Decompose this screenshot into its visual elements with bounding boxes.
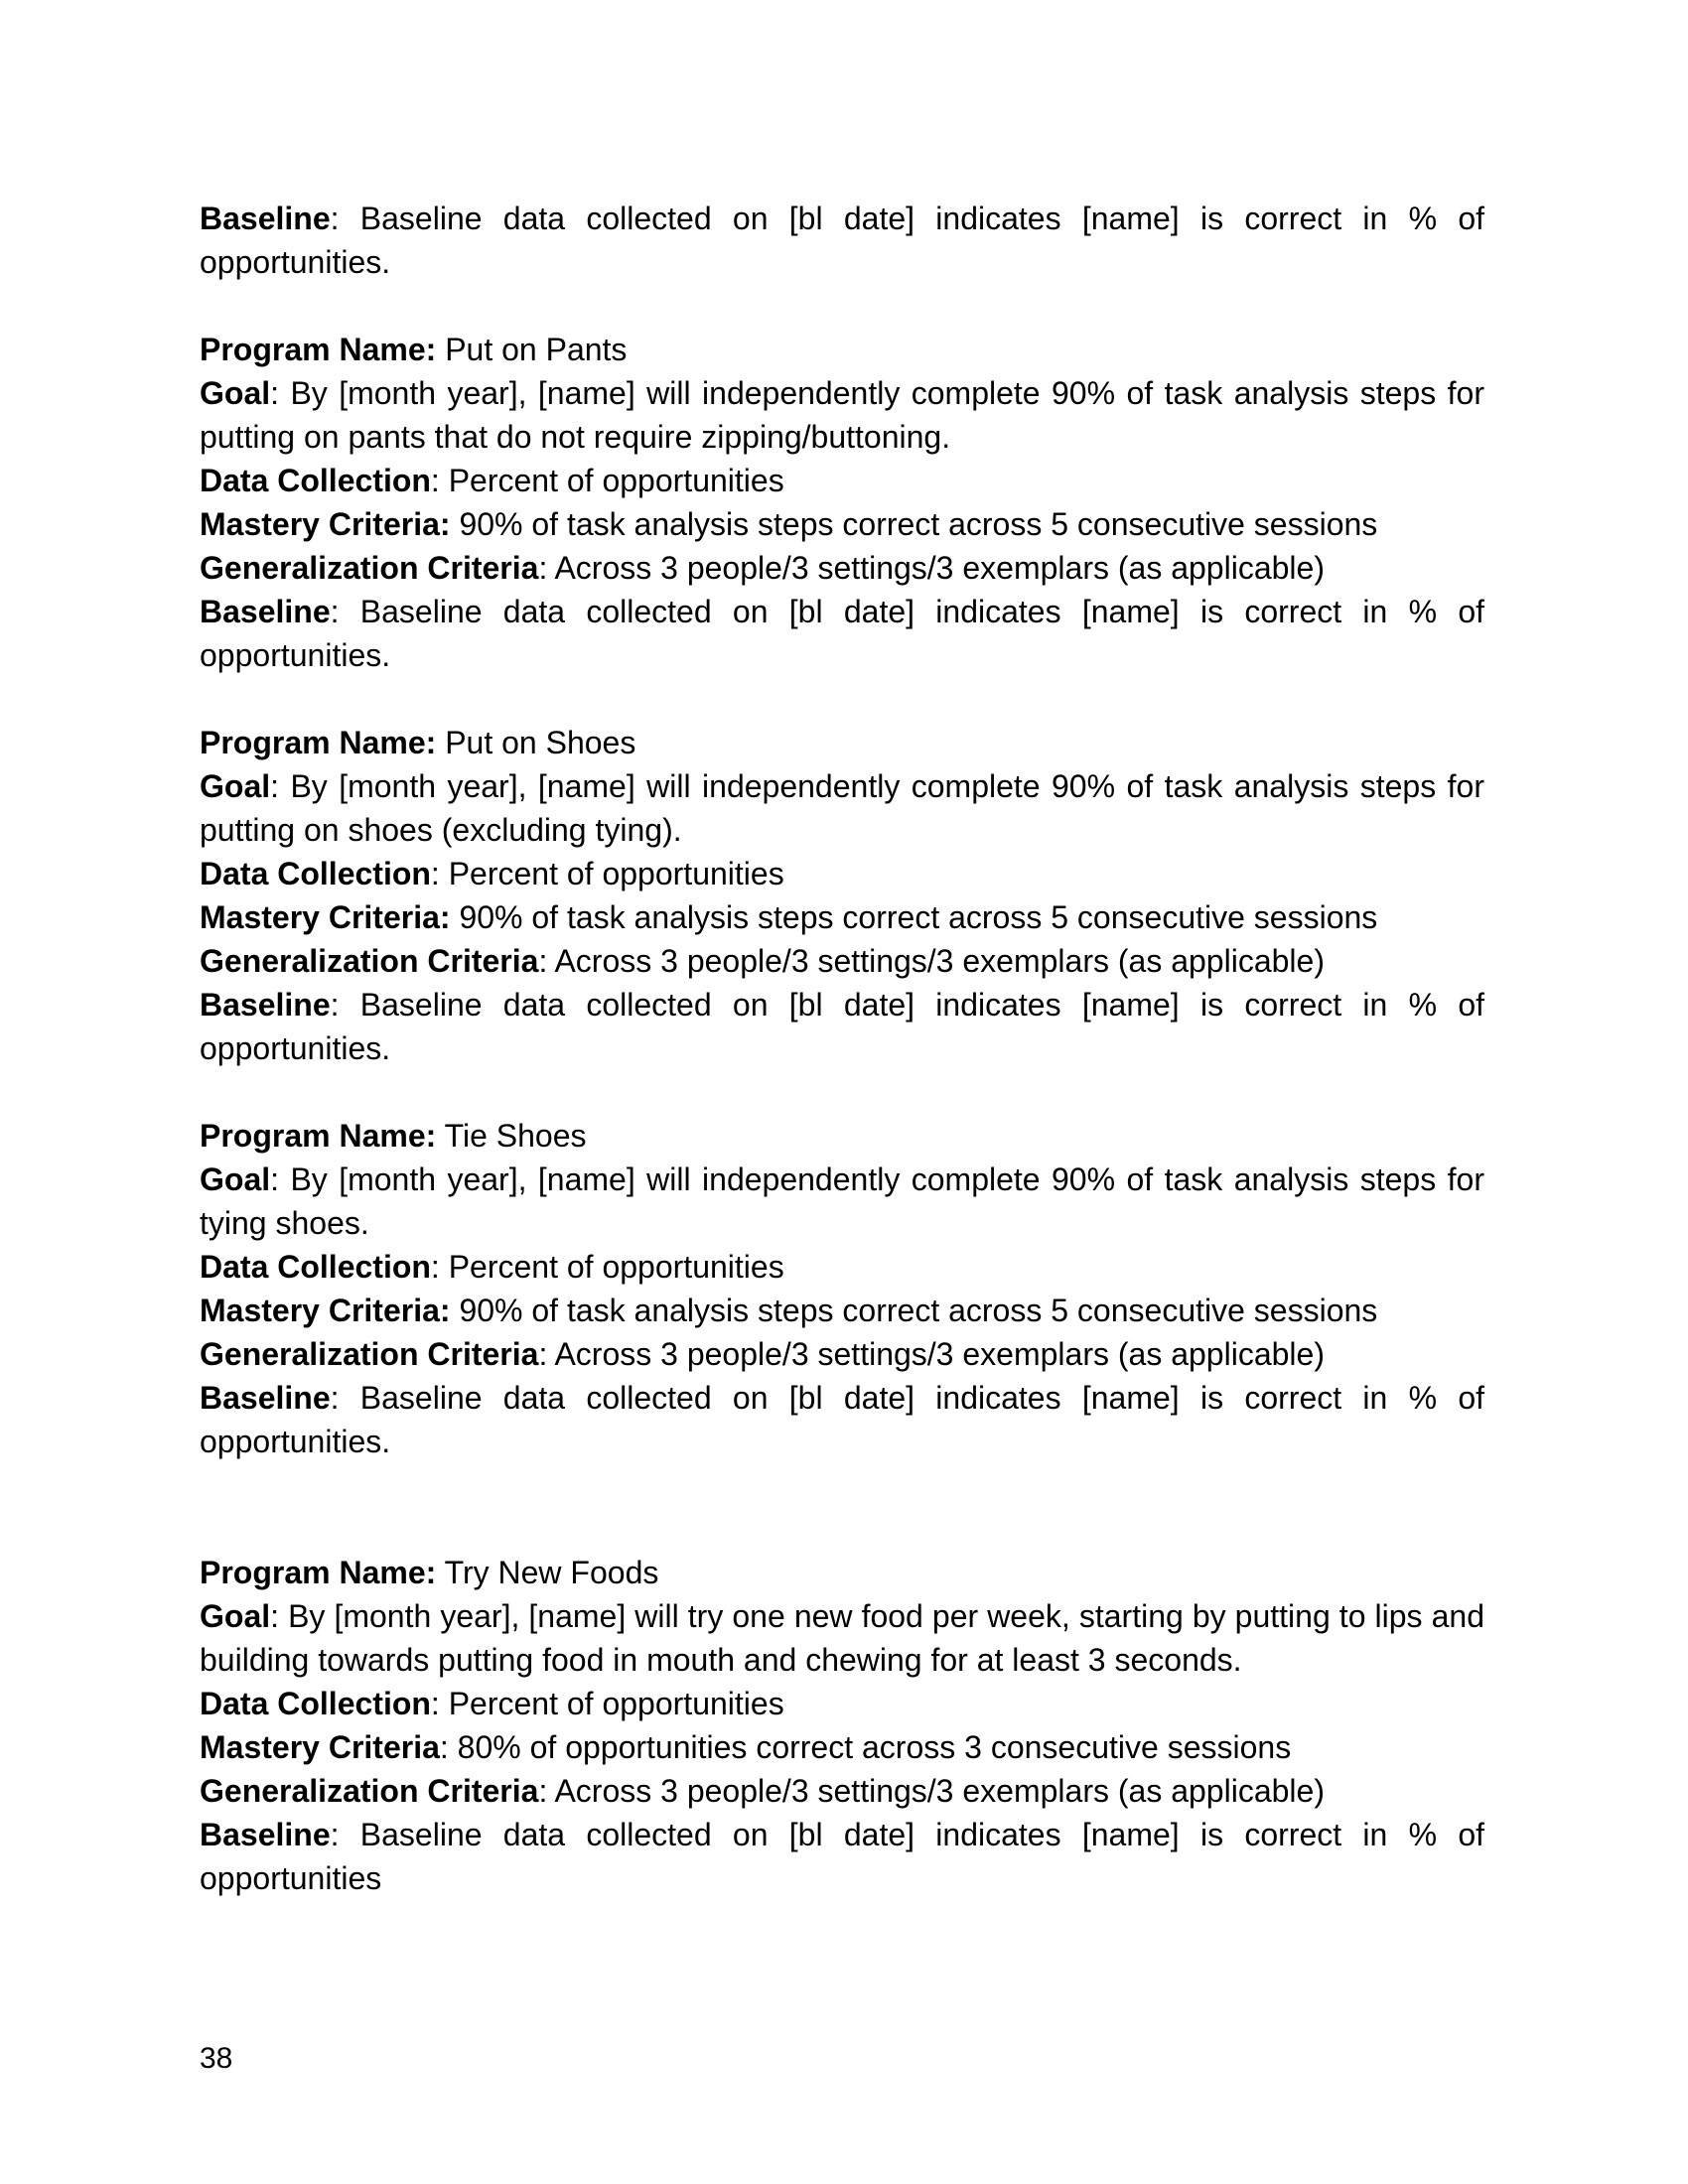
generalization-criteria-label: Generalization Criteria <box>200 550 539 586</box>
mastery-criteria-label: Mastery Criteria <box>200 1729 440 1765</box>
baseline-line <box>200 197 1484 284</box>
program-block-tie-shoes <box>200 1114 1484 1463</box>
data-collection-label: Data Collection <box>200 1249 431 1285</box>
program-name-label: Program Name: <box>200 1118 437 1154</box>
data-collection-value: : Percent of opportunities <box>430 856 784 891</box>
program-name-label: Program Name: <box>200 725 437 760</box>
baseline-text: : Baseline data collected on [bl date] indicates [name] is correct in % of opportunities. <box>200 201 1484 280</box>
goal-line <box>200 371 1484 459</box>
generalization-criteria-value: : Across 3 people/3 settings/3 exemplars (as applicable) <box>538 1773 1325 1809</box>
goal-line <box>200 764 1484 852</box>
program-name-line <box>200 328 1484 371</box>
mastery-criteria-value: 90% of task analysis steps correct across 5 consecutive sessions <box>450 1293 1378 1328</box>
data-collection-line <box>200 1682 1484 1725</box>
mastery-criteria-label: Mastery Criteria: <box>200 506 451 542</box>
generalization-criteria-label: Generalization Criteria <box>200 1773 539 1809</box>
mastery-criteria-label: Mastery Criteria: <box>200 1293 451 1328</box>
generalization-criteria-line <box>200 939 1484 983</box>
generalization-criteria-line <box>200 1769 1484 1813</box>
program-name-value: Put on Shoes <box>436 725 636 760</box>
goal-text: : By [month year], [name] will try one new food per week, starting by putting to lips and building towards putting food in mouth and chewing for at least 3 seconds. <box>200 1598 1484 1678</box>
program-block-put-on-shoes <box>200 721 1484 1070</box>
mastery-criteria-line <box>200 895 1484 939</box>
program-name-label: Program Name: <box>200 1555 437 1590</box>
goal-text: : By [month year], [name] will independently complete 90% of task analysis steps for putting on pants that do not require zipping/buttoning. <box>200 375 1484 455</box>
baseline-label: Baseline <box>200 987 331 1023</box>
data-collection-line <box>200 852 1484 895</box>
generalization-criteria-label: Generalization Criteria <box>200 943 539 979</box>
baseline-fragment <box>200 197 1484 284</box>
data-collection-label: Data Collection <box>200 856 431 891</box>
goal-line <box>200 1594 1484 1682</box>
program-name-value: Try New Foods <box>436 1555 659 1590</box>
baseline-label: Baseline <box>200 594 331 629</box>
goal-label: Goal <box>200 768 271 804</box>
mastery-criteria-value: : 80% of opportunities correct across 3 consecutive sessions <box>439 1729 1292 1765</box>
mastery-criteria-value: 90% of task analysis steps correct across 5 consecutive sessions <box>450 506 1378 542</box>
program-name-label: Program Name: <box>200 332 437 367</box>
data-collection-label: Data Collection <box>200 463 431 498</box>
mastery-criteria-line <box>200 1725 1484 1769</box>
document-page <box>200 197 1484 1900</box>
goal-text: : By [month year], [name] will independently complete 90% of task analysis steps for putting on shoes (excluding tying). <box>200 768 1484 848</box>
program-name-value: Put on Pants <box>436 332 628 367</box>
generalization-criteria-label: Generalization Criteria <box>200 1336 539 1372</box>
goal-label: Goal <box>200 1161 271 1197</box>
program-name-line <box>200 721 1484 764</box>
program-name-line <box>200 1114 1484 1158</box>
baseline-label: Baseline <box>200 1380 331 1416</box>
baseline-text: : Baseline data collected on [bl date] indicates [name] is correct in % of opportunities. <box>200 987 1484 1066</box>
baseline-label: Baseline <box>200 1817 331 1852</box>
mastery-criteria-line <box>200 1289 1484 1332</box>
data-collection-line <box>200 1245 1484 1289</box>
baseline-line <box>200 1813 1484 1900</box>
generalization-criteria-line <box>200 546 1484 590</box>
data-collection-line <box>200 459 1484 502</box>
generalization-criteria-value: : Across 3 people/3 settings/3 exemplars (as applicable) <box>538 943 1325 979</box>
generalization-criteria-line <box>200 1332 1484 1376</box>
baseline-line <box>200 590 1484 677</box>
goal-text: : By [month year], [name] will independently complete 90% of task analysis steps for tying shoes. <box>200 1161 1484 1241</box>
page-number: 38 <box>200 2042 233 2075</box>
mastery-criteria-line <box>200 502 1484 546</box>
generalization-criteria-value: : Across 3 people/3 settings/3 exemplars (as applicable) <box>538 1336 1325 1372</box>
data-collection-value: : Percent of opportunities <box>430 1686 784 1721</box>
baseline-text: : Baseline data collected on [bl date] indicates [name] is correct in % of opportunities. <box>200 594 1484 673</box>
baseline-line <box>200 1376 1484 1463</box>
program-name-line <box>200 1551 1484 1594</box>
goal-line <box>200 1158 1484 1245</box>
goal-label: Goal <box>200 375 271 411</box>
data-collection-label: Data Collection <box>200 1686 431 1721</box>
data-collection-value: : Percent of opportunities <box>430 463 784 498</box>
mastery-criteria-value: 90% of task analysis steps correct across 5 consecutive sessions <box>450 899 1378 935</box>
baseline-line <box>200 983 1484 1070</box>
data-collection-value: : Percent of opportunities <box>430 1249 784 1285</box>
program-name-value: Tie Shoes <box>436 1118 587 1154</box>
mastery-criteria-label: Mastery Criteria: <box>200 899 451 935</box>
program-block-try-new-foods <box>200 1551 1484 1900</box>
baseline-text: : Baseline data collected on [bl date] indicates [name] is correct in % of opportunities. <box>200 1380 1484 1459</box>
goal-label: Goal <box>200 1598 271 1634</box>
generalization-criteria-value: : Across 3 people/3 settings/3 exemplars (as applicable) <box>538 550 1325 586</box>
baseline-text: : Baseline data collected on [bl date] indicates [name] is correct in % of opportunities <box>200 1817 1484 1896</box>
baseline-label: Baseline <box>200 201 331 236</box>
program-block-put-on-pants <box>200 328 1484 677</box>
